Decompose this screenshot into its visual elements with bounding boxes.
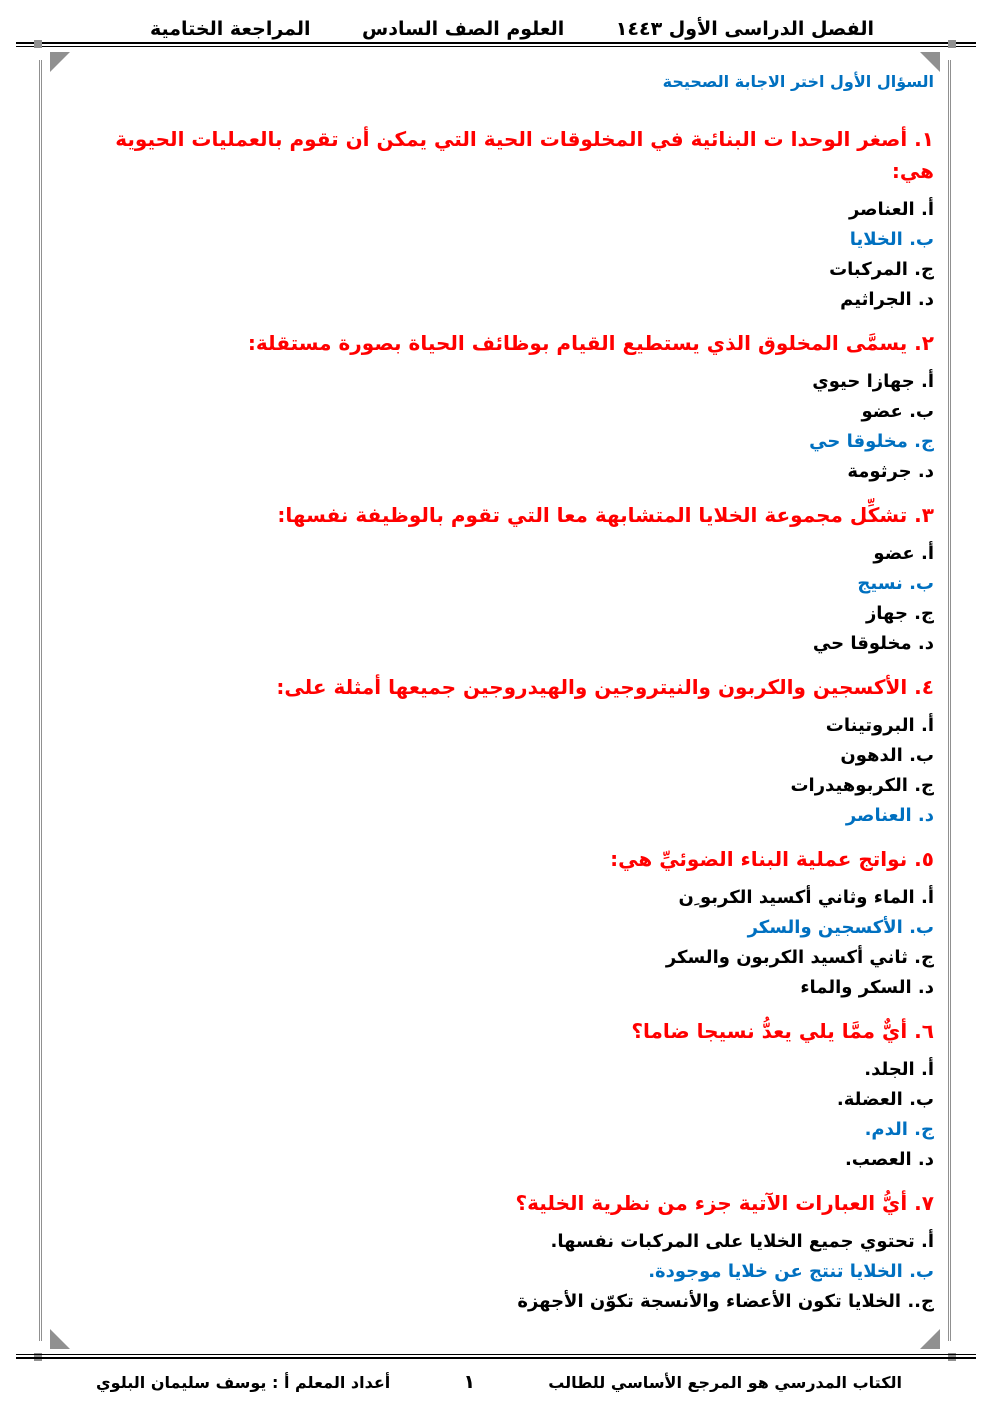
answer-option: أ. البروتينات: [825, 715, 934, 736]
question-block: [72, 1187, 934, 1317]
question-block: [72, 1015, 934, 1175]
question-text: ٤. الأكسجين والكربون والنيتروجين والهيدروجين جميعها أمثلة على:: [276, 675, 934, 699]
answer-option: ب. الخلايا تنتج عن خلايا موجودة.: [648, 1261, 934, 1282]
answer-option: ج. جهاز: [865, 603, 934, 624]
footer-divider: [16, 1354, 976, 1359]
document-footer: [0, 1371, 992, 1393]
answer-option: د. السكر والماء: [800, 977, 934, 998]
answer-option: د. الجراثيم: [840, 289, 934, 310]
question-block: [72, 843, 934, 1003]
answer-option: ج. المركبات: [829, 259, 934, 280]
question-text: ١. أصغر الوحدا ت البنائية في المخلوقات الحية التي يمكن أن تقوم بالعمليات الحيوية هي:: [115, 127, 934, 183]
answer-option: ب. العضلة.: [836, 1089, 934, 1110]
question-text: ٦. أيٌّ ممَّا يلي يعدُّ نسيجا ضاما؟: [631, 1019, 934, 1043]
question-text: ٣. تشكِّل مجموعة الخلايا المتشابهة معا التي تقوم بالوظيفة نفسها:: [277, 503, 934, 527]
section-instruction: السؤال الأول اختر الاجابة الصحيحة: [662, 72, 934, 91]
options-list: [72, 883, 934, 1003]
options-list: [72, 195, 934, 315]
question-text: ٧. أيُّ العبارات الآتية جزء من نظرية الخلية؟: [515, 1191, 934, 1215]
answer-option: د. العصب.: [844, 1149, 934, 1170]
header-divider: [16, 42, 976, 47]
options-list: [72, 1055, 934, 1175]
question-text: ٢. يسمَّى المخلوق الذي يستطيع القيام بوظائف الحياة بصورة مستقلة:: [247, 331, 934, 355]
options-list: [72, 1227, 934, 1317]
answer-option: د. جرثومة: [847, 461, 934, 482]
answer-option: ج. مخلوقا حي: [809, 431, 934, 452]
answer-option: أ. عضو: [873, 543, 934, 564]
answer-option: أ. الجلد.: [864, 1059, 934, 1080]
answer-option: أ. العناصر: [848, 199, 934, 220]
answer-option: ج. الدم.: [864, 1119, 934, 1140]
border-end-mark: [948, 40, 956, 48]
answer-option: ب. الخلايا: [849, 229, 934, 250]
preparer-credit: أعداد المعلم أ : يوسف سليمان البلوي: [96, 1372, 391, 1392]
answer-option: د. العناصر: [845, 805, 934, 826]
answer-option: ب. عضو: [861, 401, 934, 422]
question-block: [72, 671, 934, 831]
page-number: ١: [463, 1371, 476, 1393]
answer-option: ج. الكربوهيدرات: [790, 775, 934, 796]
answer-option: أ. الماء وثاني أكسيد الكربو ِن: [678, 887, 934, 908]
answer-option: ج.. الخلايا تكون الأعضاء والأنسجة تكوّن الأجهزة: [517, 1291, 934, 1312]
quiz-content: [0, 48, 992, 1329]
options-list: [72, 539, 934, 659]
answer-option: أ. تحتوي جميع الخلايا على المركبات نفسها.: [550, 1231, 934, 1252]
answer-option: ب. نسيج: [857, 573, 934, 594]
answer-option: ج. ثاني أكسيد الكربون والسكر: [665, 947, 934, 968]
answer-option: أ. جهازا حيوي: [812, 371, 934, 392]
options-list: [72, 367, 934, 487]
header-title-subject: العلوم الصف السادس: [362, 18, 565, 40]
question-block: [72, 499, 934, 659]
question-text: ٥. نواتج عملية البناء الضوئيِّ هي:: [610, 847, 934, 871]
question-block: [72, 327, 934, 487]
question-block: [72, 123, 934, 315]
header-title-review: المراجعة الختامية: [150, 18, 311, 40]
answer-option: ب. الأكسجين والسكر: [747, 917, 934, 938]
answer-option: ب. الدهون: [840, 745, 934, 766]
answer-option: د. مخلوقا حي: [812, 633, 934, 654]
corner-ornament-bottom-left: [50, 1329, 70, 1349]
options-list: [72, 711, 934, 831]
header-title-semester: الفصل الدراسى الأول ١٤٤٣: [615, 18, 874, 40]
questions-area: [72, 123, 934, 1317]
corner-ornament-bottom-right: [920, 1329, 940, 1349]
border-end-mark: [34, 40, 42, 48]
document-header: [0, 0, 992, 42]
textbook-note: الكتاب المدرسي هو المرجع الأساسي للطالب: [548, 1372, 902, 1392]
